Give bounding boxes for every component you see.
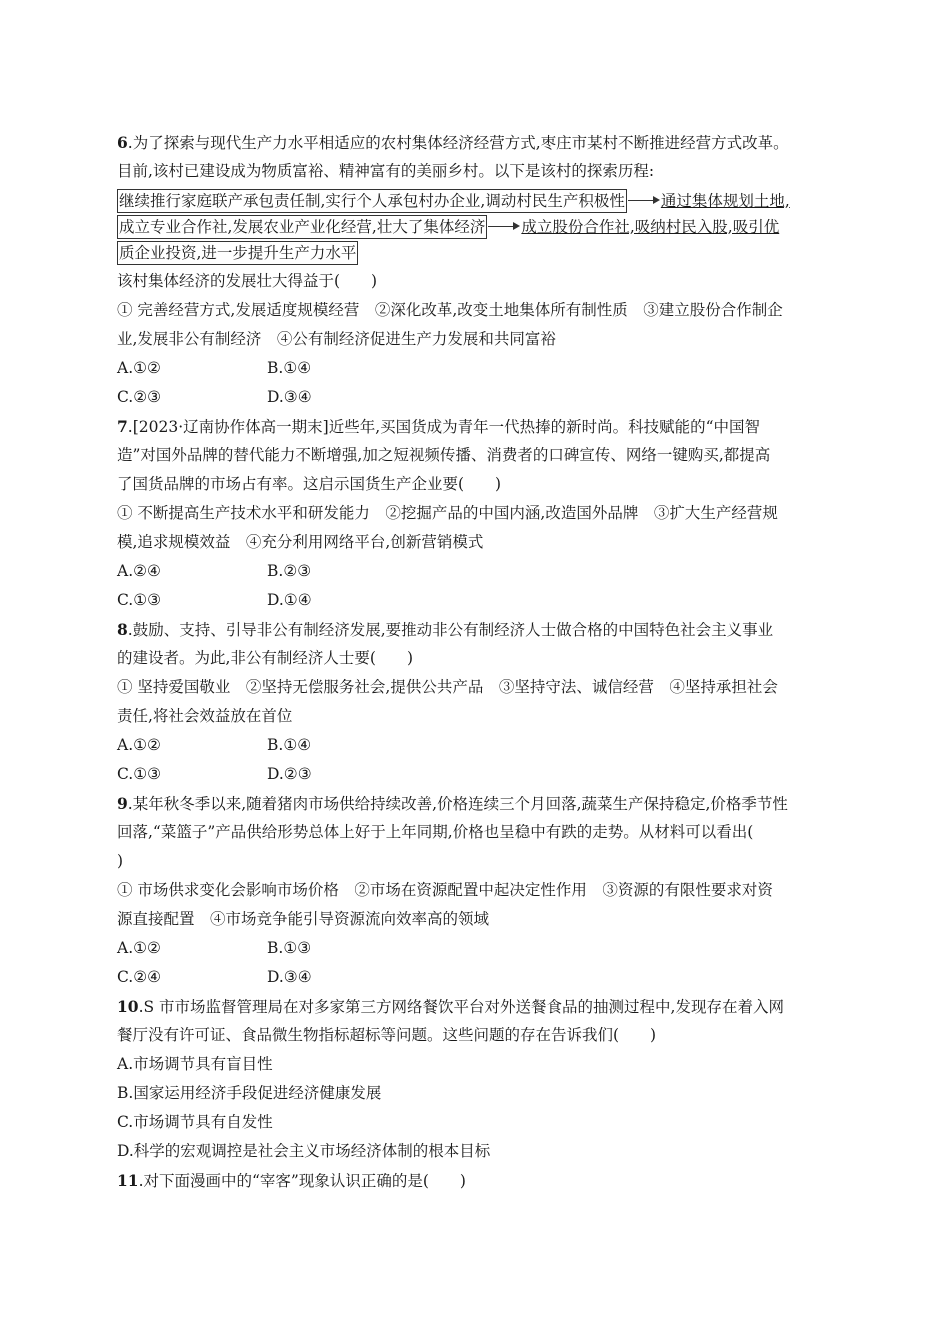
q7-option-b[interactable]: B.②③	[267, 562, 312, 580]
q8-option-c[interactable]: C.①③	[117, 765, 162, 783]
question-9	[117, 789, 837, 992]
question-6	[117, 128, 837, 412]
q8-option-d[interactable]: D.②③	[267, 765, 312, 783]
q8-option-b[interactable]: B.①④	[267, 736, 312, 754]
q11-number: 11	[117, 1171, 139, 1190]
q9-stem-line-3: )	[117, 852, 124, 870]
q9-options-row-1	[117, 934, 837, 963]
q7-stem-line-2: 造”对国外品牌的替代能力不断增强,加之短视频传播、消费者的口碑宣传、网络一键购买,都提高	[117, 446, 771, 464]
flow-box-1: 继续推行家庭联产承包责任制,实行个人承包村办企业,调动村民生产积极性	[117, 189, 627, 213]
q10-number: 10	[117, 997, 139, 1016]
q6-option-b[interactable]: B.①④	[267, 359, 312, 377]
q7-option-a[interactable]: A.②④	[117, 562, 161, 580]
flow-row-3	[117, 240, 837, 266]
arrow-right-icon	[628, 196, 660, 206]
q9-stem-line-2: 回落,“菜篮子”产品供给形势总体上好于上年同期,价格也呈稳中有跌的走势。从材料可以看出(	[117, 823, 754, 841]
q7-option-d[interactable]: D.①④	[267, 591, 312, 609]
exam-page	[117, 128, 837, 1195]
q9-option-a[interactable]: A.①②	[117, 939, 161, 957]
q9-stem-line-1: 9.某年秋冬季以来,随着猪肉市场供给持续改善,价格连续三个月回落,蔬菜生产保持稳定,价格季节性	[117, 794, 788, 813]
q8-items-line-1: ① 坚持爱国敬业 ②坚持无偿服务社会,提供公共产品 ③坚持守法、诚信经营 ④坚持承担社会	[117, 678, 778, 696]
question-7	[117, 412, 837, 615]
q8-stem-line-1: 8.鼓励、支持、引导非公有制经济发展,要推动非公有制经济人士做合格的中国特色社会主义事业	[117, 620, 774, 639]
question-8	[117, 615, 837, 789]
q9-number: 9	[117, 794, 128, 813]
q10-stem-line-2: 餐厅没有许可证、食品微生物指标超标等问题。这些问题的存在告诉我们( )	[117, 1026, 657, 1044]
q9-options-row-2	[117, 963, 837, 992]
flow-box-3-part-2: 质企业投资,进一步提升生产力水平	[117, 241, 358, 265]
flow-box-3-part-1: 成立股份合作社,吸纳村民入股,吸引优	[521, 217, 780, 236]
q6-flow-diagram	[117, 188, 837, 266]
flow-box-2-part-2: 成立专业合作社,发展农业产业化经营,壮大了集体经济	[117, 215, 487, 239]
q8-options-row-2	[117, 760, 837, 789]
q6-option-a[interactable]: A.①②	[117, 359, 161, 377]
flow-row-1	[117, 188, 837, 214]
q8-options-row-1	[117, 731, 837, 760]
q6-option-d[interactable]: D.③④	[267, 388, 312, 406]
q6-options-row-2	[117, 383, 837, 412]
flow-row-2	[117, 214, 837, 240]
q6-question: 该村集体经济的发展壮大得益于( )	[117, 272, 378, 290]
q7-stem-line-1: 7.[2023·辽南协作体高一期末]近些年,买国货成为青年一代热捧的新时尚。科技赋能的“中国智	[117, 417, 761, 436]
q6-number: 6	[117, 133, 128, 152]
q10-option-c[interactable]: C.市场调节具有自发性	[117, 1113, 273, 1131]
q8-option-a[interactable]: A.①②	[117, 736, 161, 754]
q6-options-row-1	[117, 354, 837, 383]
q7-items-line-2: 模,追求规模效益 ④充分利用网络平台,创新营销模式	[117, 533, 484, 551]
q9-option-d[interactable]: D.③④	[267, 968, 312, 986]
flow-box-2-part-1: 通过集体规划土地,	[660, 191, 790, 210]
question-11	[117, 1166, 837, 1195]
q10-option-d[interactable]: D.科学的宏观调控是社会主义市场经济体制的根本目标	[117, 1142, 491, 1160]
q7-options-row-1	[117, 557, 837, 586]
q9-option-c[interactable]: C.②④	[117, 968, 162, 986]
q10-stem-line-1: 10.S 市市场监督管理局在对多家第三方网络餐饮平台对外送餐食品的抽测过程中,发现存在着入网	[117, 997, 784, 1016]
q7-number: 7	[117, 417, 128, 436]
q8-items-line-2: 责任,将社会效益放在首位	[117, 707, 293, 725]
q6-stem-line-2: 目前,该村已建设成为物质富裕、精神富有的美丽乡村。以下是该村的探索历程:	[117, 162, 655, 180]
q6-stem-line-1: 6.为了探索与现代生产力水平相适应的农村集体经济经营方式,枣庄市某村不断推进经营方式改革。	[117, 133, 789, 152]
q7-items-line-1: ① 不断提高生产技术水平和研发能力 ②挖掘产品的中国内涵,改造国外品牌 ③扩大生产经营规	[117, 504, 778, 522]
q7-options-row-2	[117, 586, 837, 615]
q9-items-line-2: 源直接配置 ④市场竞争能引导资源流向效率高的领域	[117, 910, 490, 928]
q7-stem-line-3: 了国货品牌的市场占有率。这启示国货生产企业要( )	[117, 475, 502, 493]
q8-stem-line-2: 的建设者。为此,非公有制经济人士要( )	[117, 649, 414, 667]
q9-items-line-1: ① 市场供求变化会影响市场价格 ②市场在资源配置中起决定性作用 ③资源的有限性要求对资	[117, 881, 773, 899]
q7-option-c[interactable]: C.①③	[117, 591, 162, 609]
q6-option-c[interactable]: C.②③	[117, 388, 162, 406]
q10-option-a[interactable]: A.市场调节具有盲目性	[117, 1055, 273, 1073]
q11-stem-line-1: 11.对下面漫画中的“宰客”现象认识正确的是( )	[117, 1171, 466, 1190]
q8-number: 8	[117, 620, 128, 639]
q10-option-b[interactable]: B.国家运用经济手段促进经济健康发展	[117, 1084, 382, 1102]
q6-items-line-1: ① 完善经营方式,发展适度规模经营 ②深化改革,改变土地集体所有制性质 ③建立股份合作制企	[117, 301, 783, 319]
q9-option-b[interactable]: B.①③	[267, 939, 312, 957]
question-10	[117, 992, 837, 1166]
q6-items-line-2: 业,发展非公有制经济 ④公有制经济促进生产力发展和共同富裕	[117, 330, 556, 348]
arrow-right-icon	[488, 222, 520, 232]
